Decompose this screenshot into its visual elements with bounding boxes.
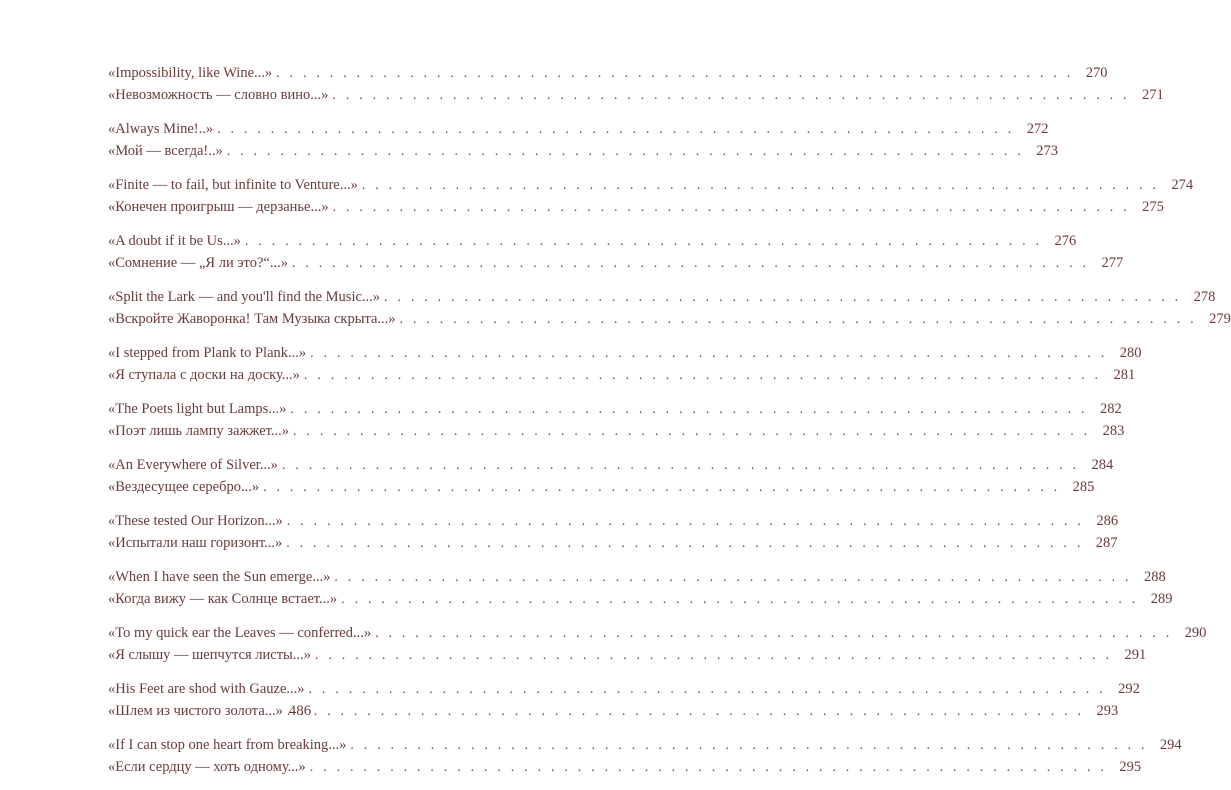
toc-entry-page: 274	[1171, 177, 1194, 193]
toc-entry-page: 277	[1101, 255, 1124, 271]
toc-entry-russian	[108, 196, 1164, 218]
dot-leader	[380, 287, 1181, 309]
toc-entry-title: «Impossibility, like Wine...»	[108, 65, 273, 81]
dot-leader	[286, 399, 1087, 421]
toc-entry-page: 273	[1036, 143, 1059, 159]
toc-entry-page: 284	[1091, 457, 1114, 473]
toc-entry-title: «Finite — to fail, but infinite to Venture...»	[108, 177, 358, 193]
page-number: 486	[288, 703, 312, 719]
dot-leader	[329, 197, 1130, 219]
toc-entry-page: 290	[1184, 625, 1207, 641]
toc-entry-english	[108, 734, 1182, 756]
dot-leader	[306, 343, 1107, 365]
toc-entry-russian	[108, 644, 1147, 666]
toc-entry-title: «Конечен проигрыш — дерзанье...»	[108, 199, 329, 215]
dot-leader	[213, 119, 1014, 141]
toc-entry-page: 285	[1072, 479, 1095, 495]
toc-entry-title: «Вездесущее серебро...»	[108, 479, 260, 495]
toc-group	[108, 230, 1124, 274]
toc-entry-title: «Always Mine!..»	[108, 121, 214, 137]
dot-leader	[396, 309, 1197, 331]
dot-leader	[289, 421, 1090, 443]
toc-entry-title: «Я слышу — шепчутся листы...»	[108, 647, 311, 663]
toc-entry-page: 272	[1026, 121, 1049, 137]
toc-entry-english	[108, 398, 1122, 420]
toc-group	[108, 510, 1119, 554]
toc-group	[108, 622, 1207, 666]
dot-leader	[300, 365, 1101, 387]
dot-leader	[259, 477, 1060, 499]
toc-entry-russian	[108, 252, 1124, 274]
toc-entry-russian	[108, 364, 1136, 386]
dot-leader	[328, 85, 1129, 107]
toc-entry-title: «The Poets light but Lamps...»	[108, 401, 287, 417]
toc-group	[108, 118, 1059, 162]
toc-entry-page: 281	[1113, 367, 1136, 383]
toc-entry-page: 286	[1096, 513, 1119, 529]
toc-entry-title: «If I can stop one heart from breaking...»	[108, 737, 347, 753]
toc-entry-title: «Когда вижу — как Солнце встает...»	[108, 591, 338, 607]
toc-entry-page: 287	[1095, 535, 1118, 551]
toc-entry-english	[108, 174, 1194, 196]
toc-entry-title: «To my quick ear the Leaves — conferred...»	[108, 625, 372, 641]
toc-entry-russian	[108, 756, 1142, 778]
toc-entry-russian	[108, 84, 1164, 106]
toc-entry-english	[108, 118, 1049, 140]
toc-entry-russian	[108, 308, 1231, 330]
toc-entry-title: «Невозможность — словно вино...»	[108, 87, 329, 103]
toc-entry-page: 276	[1054, 233, 1077, 249]
toc-entry-page: 270	[1085, 65, 1108, 81]
dot-leader	[223, 141, 1024, 163]
toc-entry-page: 271	[1141, 87, 1164, 103]
toc-group	[108, 342, 1142, 386]
toc-entry-russian	[108, 420, 1125, 442]
toc-entry-page: 275	[1142, 199, 1164, 215]
toc-entry-english	[108, 342, 1142, 364]
toc-entry-title: «Я ступала с доски на доску...»	[108, 367, 300, 383]
toc-entry-page: 292	[1118, 681, 1140, 697]
toc-entry-page: 282	[1099, 401, 1122, 417]
dot-leader	[358, 175, 1159, 197]
toc-entry-title: «Мой — всегда!..»	[108, 143, 223, 159]
toc-entry-english	[108, 678, 1140, 700]
dot-leader	[305, 679, 1106, 701]
toc-group	[108, 398, 1125, 442]
toc-entry-title: «These tested Our Horizon...»	[108, 513, 283, 529]
toc-entry-title: «Поэт лишь лампу зажжет...»	[108, 423, 290, 439]
toc-entry-russian	[108, 140, 1059, 162]
toc-entry-english	[108, 566, 1166, 588]
toc-entry-title: «Split the Lark — and you'll find the Music...»	[108, 289, 381, 305]
toc-entry-page: 293	[1096, 703, 1119, 719]
dot-leader	[346, 735, 1147, 757]
toc-entry-title: «Если сердцу — хоть одному...»	[108, 759, 306, 775]
toc-entry-english	[108, 286, 1216, 308]
toc-entry-english	[108, 62, 1108, 84]
toc-entry-russian	[108, 476, 1095, 498]
toc-group	[108, 734, 1182, 778]
toc-entry-page: 279	[1209, 311, 1231, 327]
toc-entry-page: 283	[1102, 423, 1125, 439]
table-of-contents	[108, 62, 1231, 790]
toc-entry-english	[108, 622, 1207, 644]
toc-group	[108, 174, 1194, 218]
toc-entry-page: 295	[1119, 759, 1142, 775]
dot-leader	[311, 645, 1112, 667]
toc-entry-title: «Вскройте Жаворонка! Там Музыка скрыта...»	[108, 311, 396, 327]
toc-group	[108, 62, 1164, 106]
dot-leader	[330, 567, 1131, 589]
toc-entry-title: «I stepped from Plank to Plank...»	[108, 345, 307, 361]
toc-entry-title: «An Everywhere of Silver...»	[108, 457, 278, 473]
toc-entry-page: 278	[1193, 289, 1216, 305]
toc-group	[108, 566, 1173, 610]
toc-entry-page: 294	[1159, 737, 1182, 753]
dot-leader	[306, 757, 1107, 779]
dot-leader	[337, 589, 1138, 611]
toc-entry-page: 289	[1150, 591, 1173, 607]
toc-entry-title: «Шлем из чистого золота...»	[108, 703, 283, 719]
dot-leader	[288, 253, 1089, 275]
toc-group	[108, 454, 1114, 498]
toc-entry-english	[108, 510, 1119, 532]
dot-leader	[371, 623, 1172, 645]
toc-entry-page: 291	[1124, 647, 1147, 663]
toc-entry-page: 280	[1119, 345, 1142, 361]
toc-entry-title: «Испытали наш горизонт...»	[108, 535, 283, 551]
toc-entry-russian	[108, 588, 1173, 610]
dot-leader	[282, 533, 1083, 555]
toc-entry-title: «A doubt if it be Us...»	[108, 233, 241, 249]
toc-entry-english	[108, 230, 1077, 252]
dot-leader	[272, 63, 1073, 85]
toc-entry-page: 288	[1143, 569, 1166, 585]
toc-entry-title: «Сомнение — „Я ли это?“...»	[108, 255, 288, 271]
toc-entry-title: «When I have seen the Sun emerge...»	[108, 569, 331, 585]
toc-entry-title: «His Feet are shod with Gauze...»	[108, 681, 305, 697]
dot-leader	[241, 231, 1042, 253]
toc-entry-russian	[108, 532, 1118, 554]
toc-group	[108, 286, 1231, 330]
toc-entry-english	[108, 454, 1114, 476]
dot-leader	[278, 455, 1079, 477]
dot-leader	[283, 511, 1084, 533]
